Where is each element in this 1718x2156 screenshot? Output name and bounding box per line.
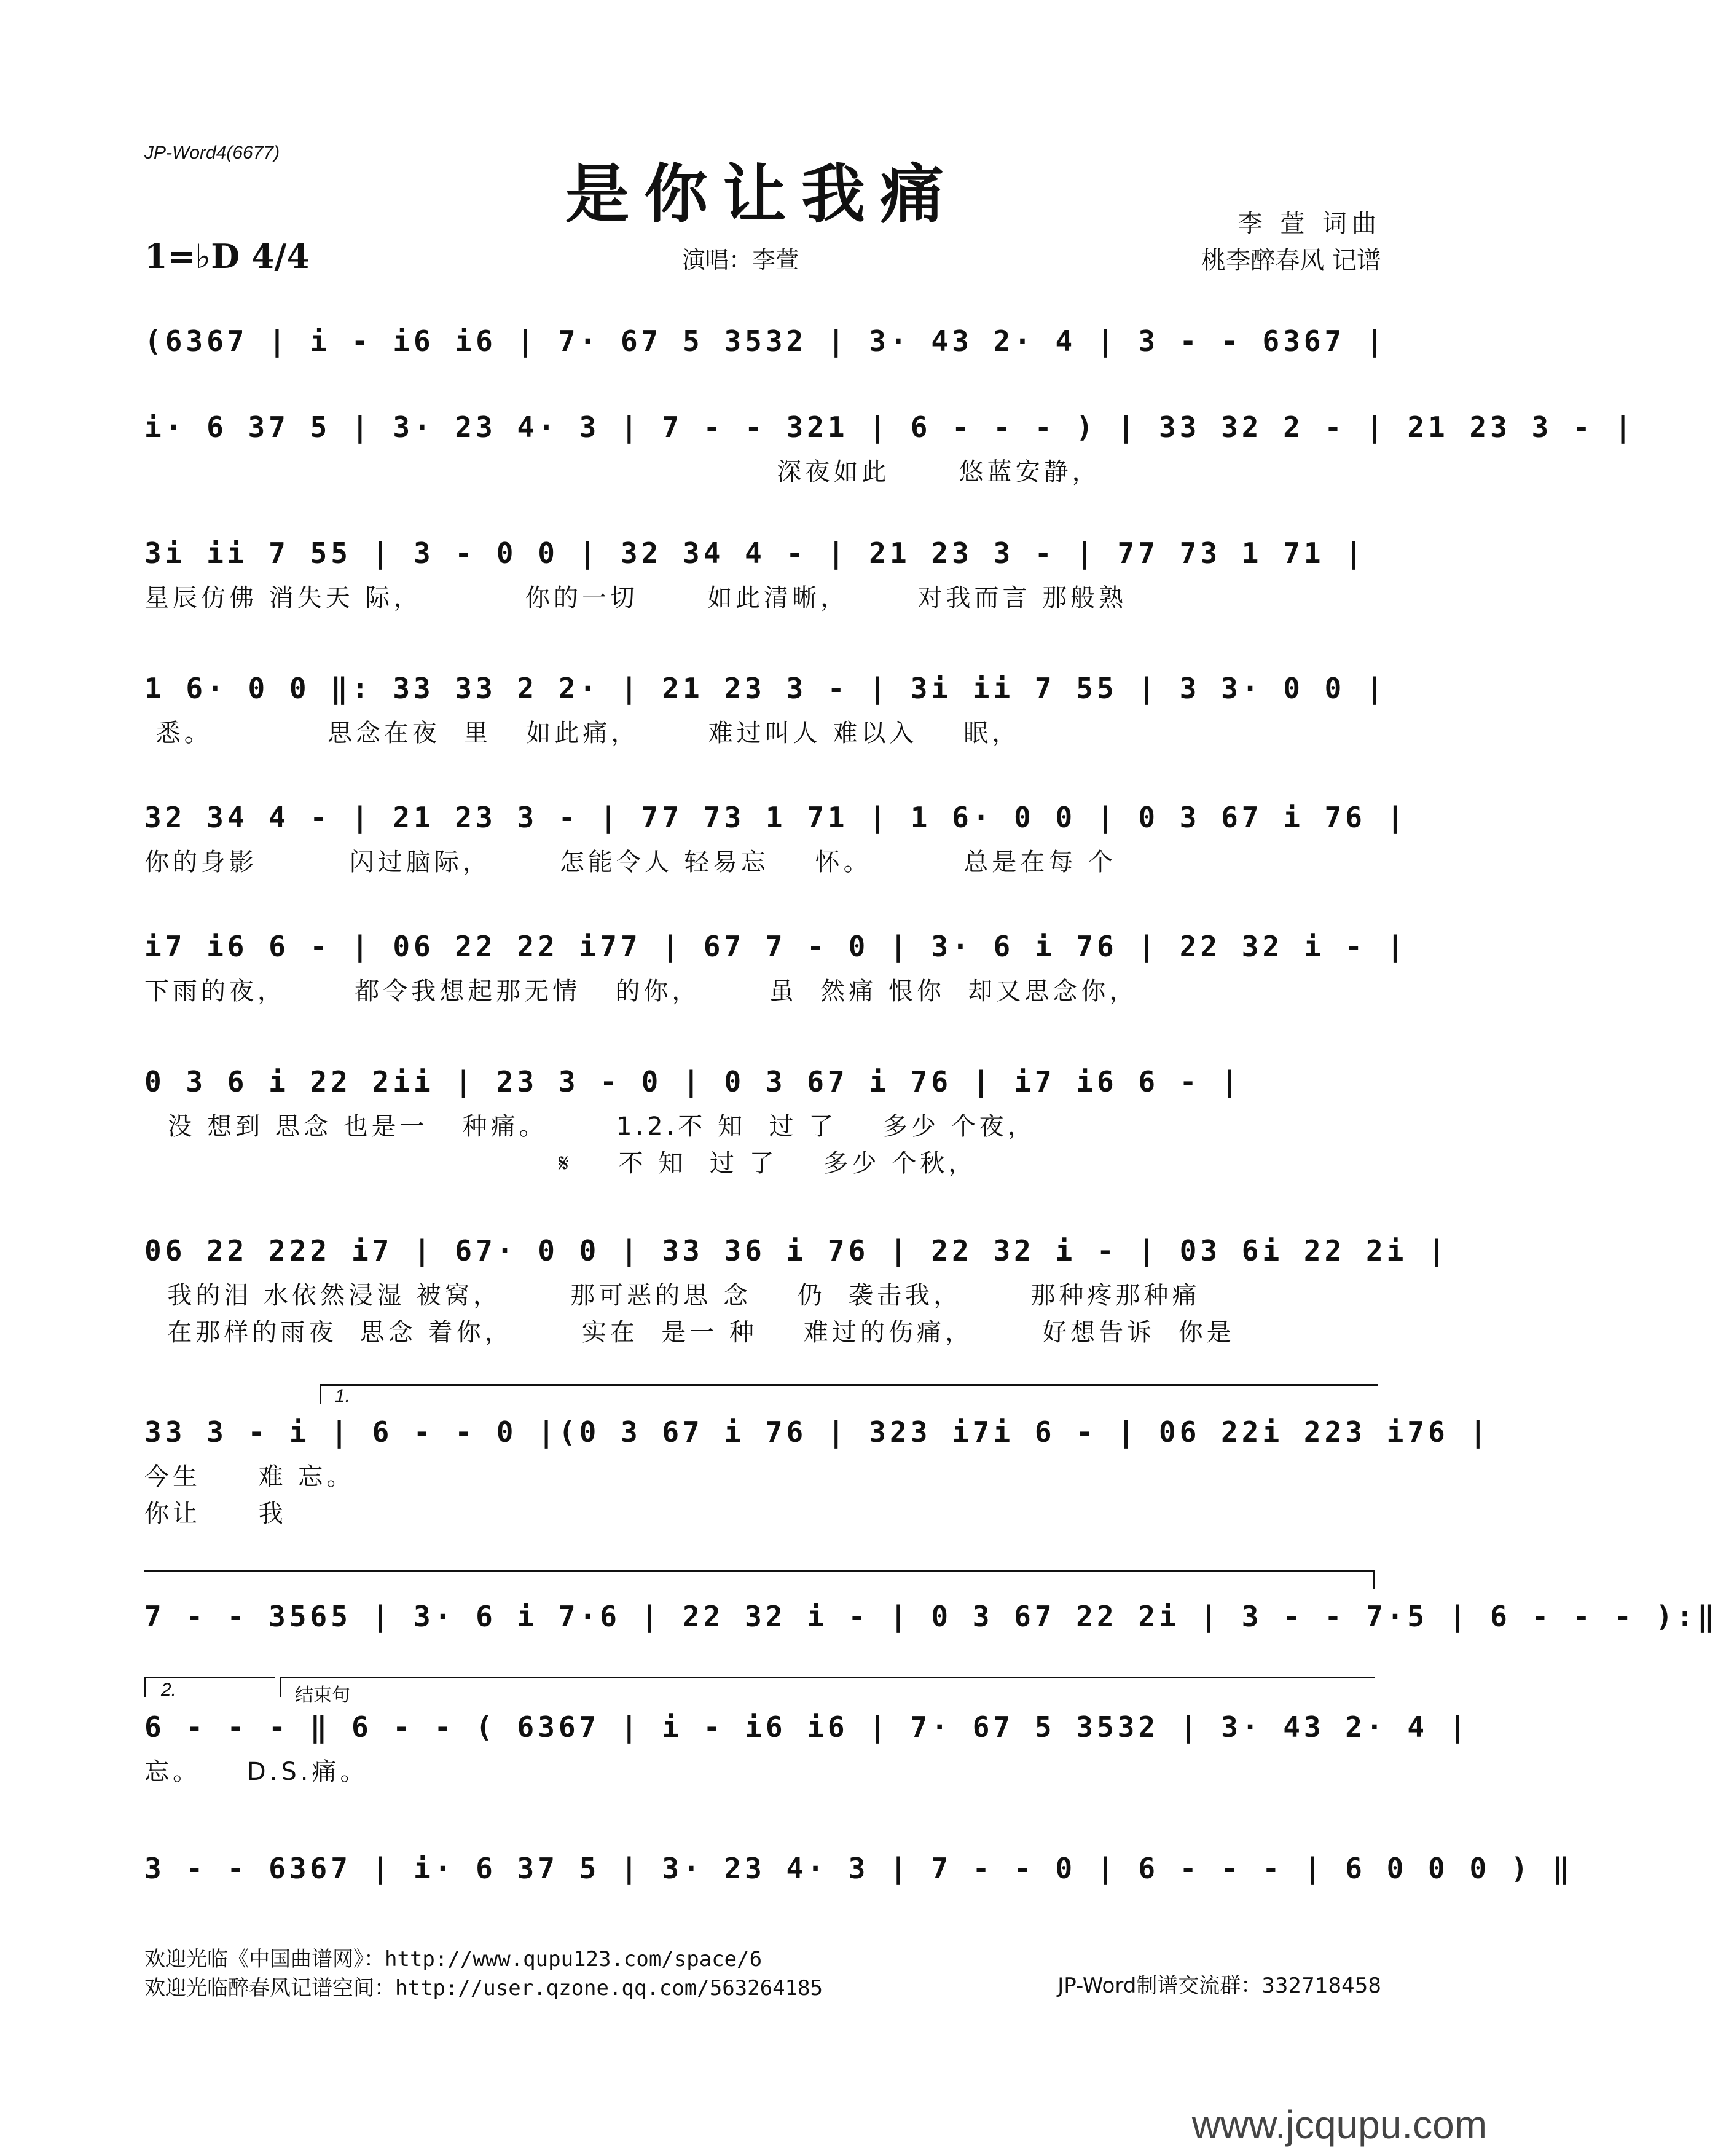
first-ending-label: 1. (335, 1386, 351, 1406)
notes: 06 22 222 i7 | 67· 0 0 | 33 36 i 76 | 22 32 i - | 03 6i 22 2i | (144, 1234, 1449, 1267)
lyrics-line: 深夜如此 悠蓝安静， (144, 458, 1100, 486)
coda-bracket (280, 1677, 1375, 1697)
notes: 32 34 4 - | 21 23 3 - | 77 73 1 71 | 1 6· 0 0 | 0 3 67 i 76 | (144, 801, 1408, 834)
footer-line: 欢迎光临《中国曲谱网》：http://www.qupu123.com/space/6 (144, 1947, 763, 1972)
singer-credit: 演唱：李萱 (682, 246, 799, 273)
coda-label: 结束句 (295, 1685, 350, 1706)
software-label: JP-Word4(6677) (144, 143, 280, 163)
notes: 1 6· 0 0 ‖: 33 33 2 2· | 21 23 3 - | 3i ii 7 55 | 3 3· 0 0 | (144, 672, 1387, 705)
lyrics-line: 忘。 D.S.痛。 (144, 1758, 369, 1786)
notes: 7 - - 3565 | 3· 6 i 7·6 | 22 32 i - | 0 3 67 22 2i | 3 - - 7·5 | 6 - - - ):‖ (144, 1600, 1718, 1633)
notes: i· 6 37 5 | 3· 23 4· 3 | 7 - - 321 | 6 - - - ) | 33 32 2 - | 21 23 3 - | (144, 411, 1635, 444)
key-signature: 1=♭D 4/4 (144, 237, 310, 276)
composer-credit: 李 萱 词曲 (1238, 210, 1381, 238)
footer-line: 欢迎光临醉春风记谱空间：http://user.qzone.qq.com/563264185 (144, 1976, 823, 2001)
notes: 3i ii 7 55 | 3 - 0 0 | 32 34 4 - | 21 23 3 - | 77 73 1 71 | (144, 537, 1366, 570)
first-ending-bracket-continued (144, 1570, 1375, 1589)
lyrics-line: 你让 我 (144, 1500, 287, 1528)
lyrics-line: 今生 难 忘。 (144, 1463, 355, 1491)
lyrics-line: 𝄋 不 知 过 了 多少 个秋， (144, 1149, 977, 1178)
transcriber-credit: 桃李醉春风 记谱 (1201, 246, 1381, 275)
notes: (6367 | i - i6 i6 | 7· 67 5 3532 | 3· 43 2· 4 | 3 - - 6367 | (144, 325, 1387, 358)
page-title: 是你让我痛 (565, 156, 959, 232)
lyrics-line: 悉。 思念在夜 里 如此痛， 难过叫人 难以入 眠， (144, 719, 1021, 747)
notes: 33 3 - i | 6 - - 0 |(0 3 67 i 76 | 323 i7i 6 - | 06 22i 223 i76 | (144, 1415, 1491, 1449)
lyrics-line: 在那样的雨夜 思念 着你， 实在 是一 种 难过的伤痛， 好想告诉 你是 (144, 1318, 1235, 1347)
first-ending-bracket (320, 1384, 1378, 1404)
lyrics-line: 没 想到 思念 也是一 种痛。 1.2.不 知 过 了 多少 个夜， (144, 1112, 1036, 1141)
notes: 3 - - 6367 | i· 6 37 5 | 3· 23 4· 3 | 7 - - 0 | 6 - - - | 6 0 0 0 ) ‖ (144, 1852, 1573, 1885)
notes: 6 - - - ‖ 6 - - ( 6367 | i - i6 i6 | 7· 67 5 3532 | 3· 43 2· 4 | (144, 1710, 1470, 1744)
lyrics-line: 下雨的夜， 都令我想起那无情 的你， 虽 然痛 恨你 却又思念你， (144, 977, 1138, 1005)
watermark: www.jcqupu.com (1191, 2103, 1487, 2147)
group-info: JP-Word制谱交流群：332718458 (1057, 1973, 1381, 1998)
lyrics-line: 我的泪 水依然浸湿 被窝， 那可恶的思 念 仍 袭击我， 那种疼那种痛 (144, 1281, 1201, 1310)
notes: i7 i6 6 - | 06 22 22 i77 | 67 7 - 0 | 3· 6 i 76 | 22 32 i - | (144, 930, 1408, 963)
notes: 0 3 6 i 22 2ii | 23 3 - 0 | 0 3 67 i 76 | i7 i6 6 - | (144, 1065, 1242, 1098)
second-ending-label: 2. (161, 1680, 177, 1700)
lyrics-line: 星辰仿佛 消失天 际， 你的一切 如此清晰， 对我而言 那般熟 (144, 584, 1128, 612)
lyrics-line: 你的身影 闪过脑际， 怎能令人 轻易忘 怀。 总是在每 个 (144, 848, 1117, 876)
